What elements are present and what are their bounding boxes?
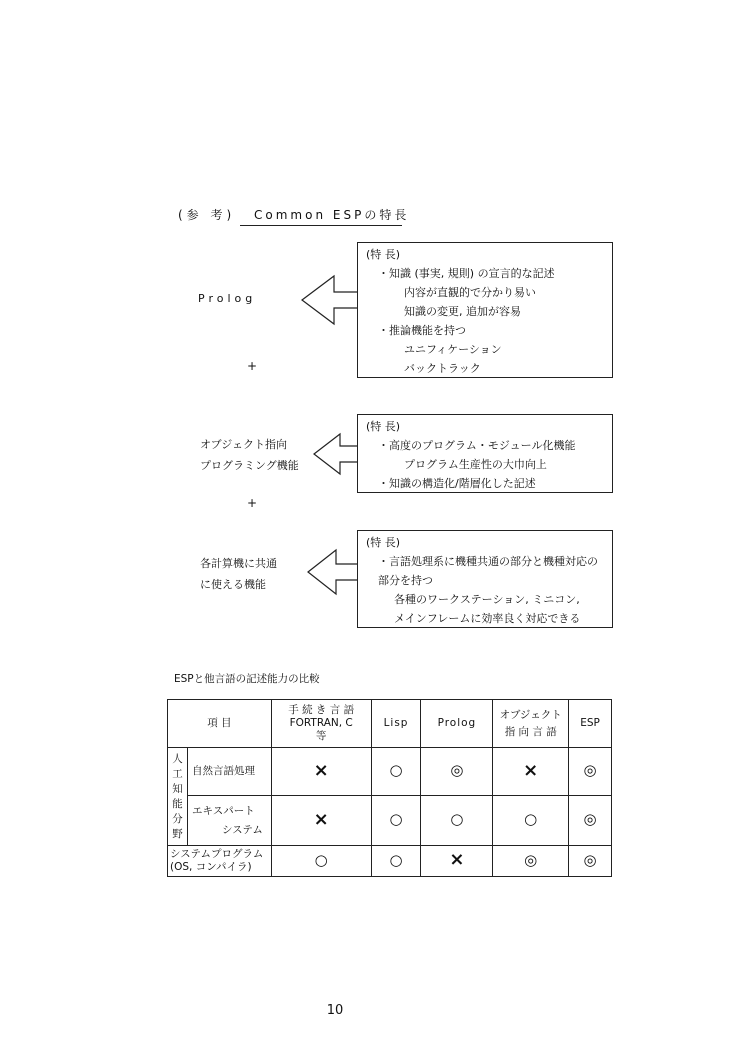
heading-reference-label: (参 考) xyxy=(178,208,236,222)
rating-cell: × xyxy=(271,748,371,796)
rating-cell: × xyxy=(271,796,371,846)
feature-subpoint: 内容が直観的で分かり易い xyxy=(404,286,536,299)
plus-sign: + xyxy=(247,359,258,373)
rating-cell: × xyxy=(493,748,569,796)
feature-subpoint: バックトラック xyxy=(404,362,481,375)
table-row xyxy=(168,846,612,877)
page-heading xyxy=(178,206,409,223)
row-label: 自然言語処理 xyxy=(187,748,271,796)
heading-title: Common ESPの特長 xyxy=(254,208,410,222)
feature-label-portable: 各計算機に共通 に使える機能 xyxy=(200,557,277,591)
header-prolog: Prolog xyxy=(421,700,493,748)
feature-point-continued: 部分を持つ xyxy=(378,574,433,587)
table-header-row xyxy=(168,700,612,748)
header-lisp: Lisp xyxy=(371,700,421,748)
feature-label-prolog: Prolog xyxy=(198,292,257,305)
rating-cell: ◎ xyxy=(569,846,612,877)
header-item: 項 目 xyxy=(168,700,272,748)
feature-label-oop: オブジェクト指向 プログラミング機能 xyxy=(200,438,299,472)
rating-cell: ◎ xyxy=(493,846,569,877)
table-row xyxy=(168,748,612,796)
rating-cell: ○ xyxy=(371,796,421,846)
feature-point: ・知識の構造化/階層化した記述 xyxy=(378,477,536,490)
feature-point: ・推論機能を持つ xyxy=(378,324,466,337)
header-procedural: 手 続 き 言 語 FORTRAN, C 等 xyxy=(271,700,371,748)
feature-box-oop xyxy=(357,414,613,493)
box-heading: (特 長) xyxy=(366,420,401,433)
feature-subpoint: 各種のワークステーション, ミニコン, xyxy=(394,593,580,606)
rating-cell: ○ xyxy=(371,846,421,877)
header-oo: オブジェクト 指 向 言 語 xyxy=(493,700,569,748)
feature-subpoint: プログラム生産性の大巾向上 xyxy=(404,458,547,471)
row-label: システムプログラム (OS, コンパイラ) xyxy=(168,846,272,877)
feature-point: ・言語処理系に機種共通の部分と機種対応の xyxy=(378,555,598,568)
plus-sign: + xyxy=(247,496,258,510)
ai-field-group-label: 人 工 知 能 分 野 xyxy=(168,748,188,846)
box-heading: (特 長) xyxy=(366,248,401,261)
rating-cell: ○ xyxy=(493,796,569,846)
feature-point: ・知識 (事実, 規則) の宣言的な記述 xyxy=(378,267,555,280)
rating-cell: ○ xyxy=(371,748,421,796)
row-label: エキスパート システム xyxy=(187,796,271,846)
rating-cell: ○ xyxy=(271,846,371,877)
box-heading: (特 長) xyxy=(366,536,401,549)
feature-subpoint: メインフレームに効率良く対応できる xyxy=(394,612,581,625)
rating-cell: ◎ xyxy=(569,748,612,796)
feature-subpoint: 知識の変更, 追加が容易 xyxy=(404,305,521,318)
comparison-caption: ESPと他言語の記述能力の比較 xyxy=(174,673,320,685)
header-esp: ESP xyxy=(569,700,612,748)
feature-subpoint: ユニフィケーション xyxy=(404,343,502,356)
rating-cell: ◎ xyxy=(569,796,612,846)
heading-underline xyxy=(240,225,402,226)
feature-box-prolog xyxy=(357,242,613,378)
rating-cell: ○ xyxy=(421,796,493,846)
arrow-left-icon xyxy=(300,272,362,328)
arrow-left-icon xyxy=(306,546,362,598)
feature-point: ・高度のプログラム・モジュール化機能 xyxy=(378,439,576,452)
rating-cell: ◎ xyxy=(421,748,493,796)
page-number: 10 xyxy=(326,1003,344,1018)
arrow-left-icon xyxy=(312,430,362,478)
feature-box-portable xyxy=(357,530,613,628)
comparison-table xyxy=(167,699,612,877)
rating-cell: × xyxy=(421,846,493,877)
table-row xyxy=(168,796,612,846)
